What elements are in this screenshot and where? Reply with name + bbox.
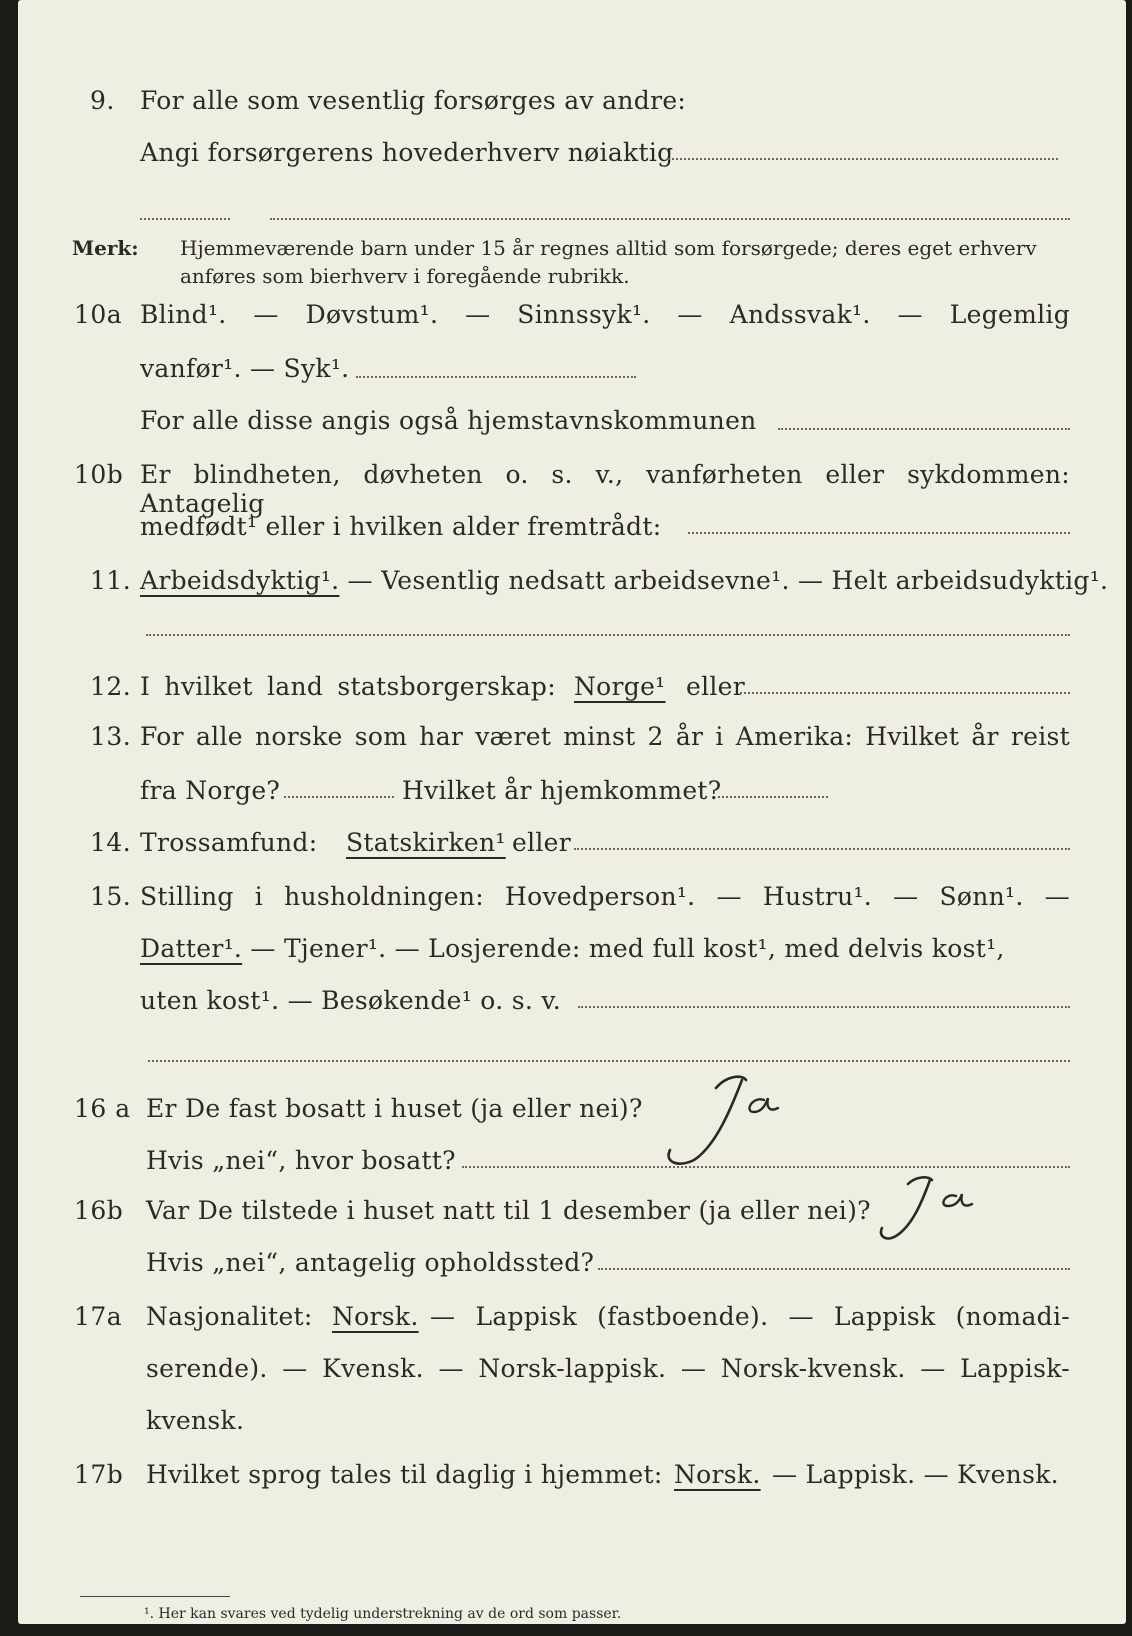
q12-answer-line[interactable] — [740, 692, 1070, 694]
q12-selected-norge: Norge¹ — [574, 672, 666, 701]
q16b-line1: Var De tilstede i huset natt til 1 desember (ja eller nei)? — [146, 1196, 871, 1225]
q14-suffix: eller — [512, 828, 572, 857]
q12-suffix: eller — [686, 672, 746, 701]
q14-selected-statskirken: Statskirken¹ — [346, 828, 506, 857]
q16a-line1: Er De fast bosatt i huset (ja eller nei)? — [146, 1094, 643, 1123]
q17a-line3: kvensk. — [146, 1406, 245, 1435]
q17b-prefix: Hvilket sprog tales til daglig i hjemmet: — [146, 1460, 663, 1489]
item-number-17a: 17a — [74, 1302, 123, 1331]
q15-line3: uten kost¹. — Besøkende¹ o. s. v. — [140, 986, 562, 1015]
q14-prefix: Trossamfund: — [140, 828, 318, 857]
q13-line2a: fra Norge? — [140, 776, 281, 805]
q10a-syk-line[interactable] — [356, 376, 636, 378]
q9-extra-line-b[interactable] — [270, 218, 1070, 220]
q15-selected-datter: Datter¹. — [140, 934, 243, 963]
item-number-9: 9. — [90, 86, 115, 115]
item-number-12: 12. — [90, 672, 132, 701]
q9-answer-line[interactable] — [668, 158, 1058, 160]
item-number-15: 15. — [90, 882, 132, 911]
merk-line2: anføres som bierhverv i foregående rubrikk. — [180, 264, 630, 288]
q17a-selected-norsk: Norsk. — [332, 1302, 419, 1331]
q11-extra-line[interactable] — [146, 634, 1070, 636]
q17b-selected-norsk: Norsk. — [674, 1460, 761, 1489]
q16b-handwritten-ja-icon — [868, 1170, 998, 1250]
q15-line2-rest: — Tjener¹. — Losjerende: med full kost¹, med delvis kost¹, — [242, 934, 1005, 963]
q10b-line1: Er blindheten, døvheten o. s. v., vanførheten eller sykdommen: Antagelig — [140, 460, 1070, 518]
footnote-rule — [80, 1596, 230, 1597]
item-number-11: 11. — [90, 566, 132, 595]
item-number-17b: 17b — [74, 1460, 124, 1489]
census-form-page — [18, 0, 1126, 1624]
q11-selected-arbeidsdyktig: Arbeidsdyktig¹. — [140, 566, 340, 595]
q14-answer-line[interactable] — [574, 848, 1070, 850]
q10a-line3: For alle disse angis også hjemstavnskommunen — [140, 406, 757, 435]
q10b-line2: medfødt¹ eller i hvilken alder fremtrådt: — [140, 512, 662, 541]
q13-year-left-line[interactable] — [284, 796, 394, 798]
q17a-line1-rest: — Lappisk (fastboende). — Lappisk (nomadi- — [430, 1302, 1070, 1331]
item-number-10b: 10b — [74, 460, 124, 489]
footnote: ¹. Her kan svares ved tydelig understrekning av de ord som passer. — [144, 1606, 622, 1622]
q12-prefix: I hvilket land statsborgerskap: — [140, 672, 556, 701]
item-number-16b: 16b — [74, 1196, 124, 1225]
q10a-line1: Blind¹. — Døvstum¹. — Sinnssyk¹. — Andssvak¹. — Legemlig — [140, 300, 1070, 329]
q16a-answer — [708, 1080, 709, 1081]
q16b-answer — [918, 1190, 919, 1191]
q10a-kommune-line[interactable] — [778, 428, 1070, 430]
q9-line1: For alle som vesentlig forsørges av andre: — [140, 86, 687, 115]
q15-line1: Stilling i husholdningen: Hovedperson¹. — Hustru¹. — Sønn¹. — — [140, 882, 1070, 911]
q16a-answer-line[interactable] — [462, 1166, 1070, 1168]
q15-line2 — [140, 934, 1005, 963]
q13-line2b: Hvilket år hjemkommet? — [402, 776, 722, 805]
q10b-answer-line[interactable] — [688, 532, 1070, 534]
item-number-13: 13. — [90, 722, 132, 751]
q17b-suffix: — Lappisk. — Kvensk. — [772, 1460, 1059, 1489]
q13-line1: For alle norske som har været minst 2 år i Amerika: Hvilket år reist — [140, 722, 1070, 751]
q16a-line2: Hvis „nei“, hvor bosatt? — [146, 1146, 456, 1175]
item-number-10a: 10a — [74, 300, 123, 329]
merk-line1: Hjemmeværende barn under 15 år regnes alltid som forsørgede; deres eget erhverv — [180, 236, 1037, 260]
q17a-line2: serende). — Kvensk. — Norsk-lappisk. — Norsk-kvensk. — Lappisk- — [146, 1354, 1070, 1383]
q9-line2: Angi forsørgerens hovederhverv nøiaktig — [140, 138, 674, 167]
q9-extra-line-a[interactable] — [140, 218, 230, 220]
q11-text — [140, 566, 1108, 595]
q15-extra-line[interactable] — [148, 1060, 1070, 1062]
q15-answer-line[interactable] — [578, 1006, 1070, 1008]
q16b-line2: Hvis „nei“, antagelig opholdssted? — [146, 1248, 595, 1277]
q10a-line2: vanfør¹. — Syk¹. — [140, 354, 350, 383]
q16a-handwritten-ja-icon — [646, 1066, 806, 1176]
q16b-answer-line[interactable] — [598, 1268, 1070, 1270]
q13-year-returned-line[interactable] — [718, 796, 828, 798]
q11-rest: — Vesentlig nedsatt arbeidsevne¹. — Helt arbeidsudyktig¹. — [339, 566, 1109, 595]
merk-label: Merk: — [72, 236, 139, 260]
item-number-14: 14. — [90, 828, 132, 857]
q17a-prefix: Nasjonalitet: — [146, 1302, 313, 1331]
item-number-16a: 16 a — [74, 1094, 131, 1123]
